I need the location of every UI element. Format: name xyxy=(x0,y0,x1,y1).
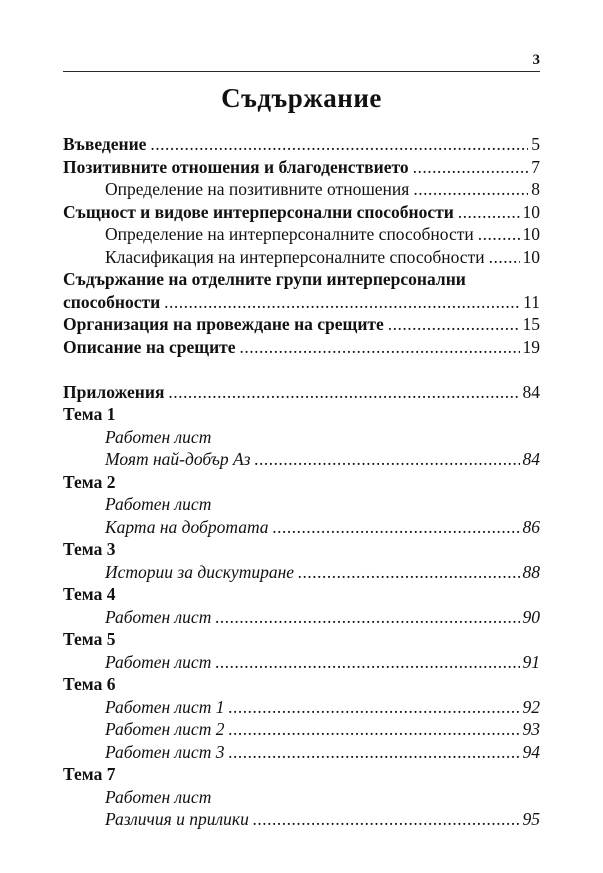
toc-entry-label: Същност и видове интерперсонални способности xyxy=(63,201,454,222)
toc-entry-label: Различия и прилики xyxy=(105,809,249,829)
toc-entry xyxy=(63,133,540,156)
toc-entry xyxy=(63,381,540,404)
toc-entry-page: 15 xyxy=(522,314,540,334)
dot-leader xyxy=(388,313,520,336)
dot-leader xyxy=(273,516,520,539)
toc-entry-label: Истории за дискутиране xyxy=(105,561,295,582)
toc-entry xyxy=(63,516,540,539)
toc-entry-label: Позитивните отношения и благоденствието xyxy=(63,156,409,177)
toc-entry-page: 19 xyxy=(522,336,540,357)
toc-entry-label: Тема 2 xyxy=(63,471,116,492)
toc-entry xyxy=(63,178,540,201)
dot-leader xyxy=(489,246,520,269)
dot-leader xyxy=(215,651,519,674)
toc-entry-page: 10 xyxy=(522,246,540,267)
toc-entry xyxy=(63,426,540,449)
toc-entry-page: 8 xyxy=(531,179,540,199)
toc-entry-label: Определение на позитивните отношения xyxy=(105,179,410,199)
toc-entry-label: Описание на срещите xyxy=(63,336,236,357)
toc-entry-label: Работен лист xyxy=(105,651,212,672)
toc-entry xyxy=(63,268,540,291)
toc-entry xyxy=(63,156,540,179)
toc-entry-label: Работен лист 2 xyxy=(105,719,225,739)
toc-entry-page: 84 xyxy=(522,449,540,469)
dot-leader xyxy=(298,561,519,584)
toc-entry xyxy=(63,583,540,606)
toc-entry-page: 95 xyxy=(522,809,540,829)
toc-entry-page: 5 xyxy=(531,134,540,154)
toc-entry xyxy=(63,651,540,674)
toc-entry-label: Работен лист xyxy=(105,786,212,807)
toc-entry xyxy=(63,448,540,471)
toc-entry xyxy=(63,336,540,359)
dot-leader xyxy=(168,381,519,404)
toc-entry-page: 7 xyxy=(531,156,540,177)
toc-entry-label: Тема 4 xyxy=(63,584,116,604)
toc-entry-label: Работен лист 3 xyxy=(105,741,225,762)
toc-entry-label: способности xyxy=(63,291,161,312)
toc-entry xyxy=(63,493,540,516)
toc-entry-label: Въведение xyxy=(63,134,147,154)
dot-leader xyxy=(228,696,519,719)
toc-entry-page: 88 xyxy=(522,561,540,582)
dot-leader xyxy=(240,336,520,359)
toc-entry-label: Съдържание на отделните групи интерперсонални xyxy=(63,269,466,289)
dot-leader xyxy=(478,223,520,246)
dot-leader xyxy=(413,156,529,179)
toc-entry-label: Карта на добротата xyxy=(105,516,269,537)
toc-entry xyxy=(63,763,540,786)
toc-entry-label: Тема 3 xyxy=(63,539,116,559)
page-title: Съдържание xyxy=(221,83,382,113)
toc-entry-label: Работен лист 1 xyxy=(105,696,225,717)
toc-entry xyxy=(63,246,540,269)
dot-leader xyxy=(254,448,519,471)
toc-entry-label: Класификация на интерперсоналните способности xyxy=(105,246,485,267)
toc-entry xyxy=(63,538,540,561)
toc-entry-page: 11 xyxy=(523,291,540,312)
toc-entry-page: 10 xyxy=(522,201,540,222)
toc-entry-label: Приложения xyxy=(63,381,165,402)
toc-entry xyxy=(63,628,540,651)
toc-entry-page: 10 xyxy=(522,224,540,244)
toc-entry xyxy=(63,673,540,696)
toc-entry xyxy=(63,223,540,246)
toc-entry-page: 94 xyxy=(522,741,540,762)
toc-entry xyxy=(63,718,540,741)
toc-entry xyxy=(63,471,540,494)
toc-list xyxy=(63,133,540,831)
toc-entry xyxy=(63,291,540,314)
dot-leader xyxy=(215,606,519,629)
toc-entry-page: 93 xyxy=(522,719,540,739)
dot-leader xyxy=(413,178,528,201)
header-rule xyxy=(63,71,540,72)
toc-entry xyxy=(63,403,540,426)
dot-leader xyxy=(253,808,520,831)
toc-entry xyxy=(63,741,540,764)
toc-entry-label: Тема 7 xyxy=(63,764,116,784)
toc-entry-page: 86 xyxy=(522,516,540,537)
toc-entry-page: 92 xyxy=(522,696,540,717)
dot-leader xyxy=(458,201,520,224)
toc-entry-label: Моят най-добър Аз xyxy=(105,449,251,469)
dot-leader xyxy=(228,741,519,764)
toc-entry xyxy=(63,696,540,719)
toc-entry-label: Работен лист xyxy=(105,494,212,514)
toc-entry xyxy=(63,786,540,809)
toc-entry-label: Тема 5 xyxy=(63,629,116,649)
toc-entry-label: Тема 1 xyxy=(63,404,116,424)
toc-entry xyxy=(63,808,540,831)
toc-entry-label: Определение на интерперсоналните способности xyxy=(105,224,474,244)
toc-entry xyxy=(63,313,540,336)
page-number: 3 xyxy=(532,52,540,68)
toc-entry-page: 90 xyxy=(522,606,540,627)
dot-leader xyxy=(228,718,519,741)
toc-entry-label: Тема 6 xyxy=(63,674,116,694)
dot-leader xyxy=(150,133,528,156)
toc-entry xyxy=(63,606,540,629)
toc-entry-page: 91 xyxy=(522,651,540,672)
toc-entry-label: Работен лист xyxy=(105,606,212,627)
toc-entry-page: 84 xyxy=(522,381,540,402)
dot-leader xyxy=(164,291,520,314)
toc-entry xyxy=(63,561,540,584)
toc-entry xyxy=(63,201,540,224)
toc-entry-label: Работен лист xyxy=(105,426,212,447)
toc-entry-label: Организация на провеждане на срещите xyxy=(63,314,384,334)
